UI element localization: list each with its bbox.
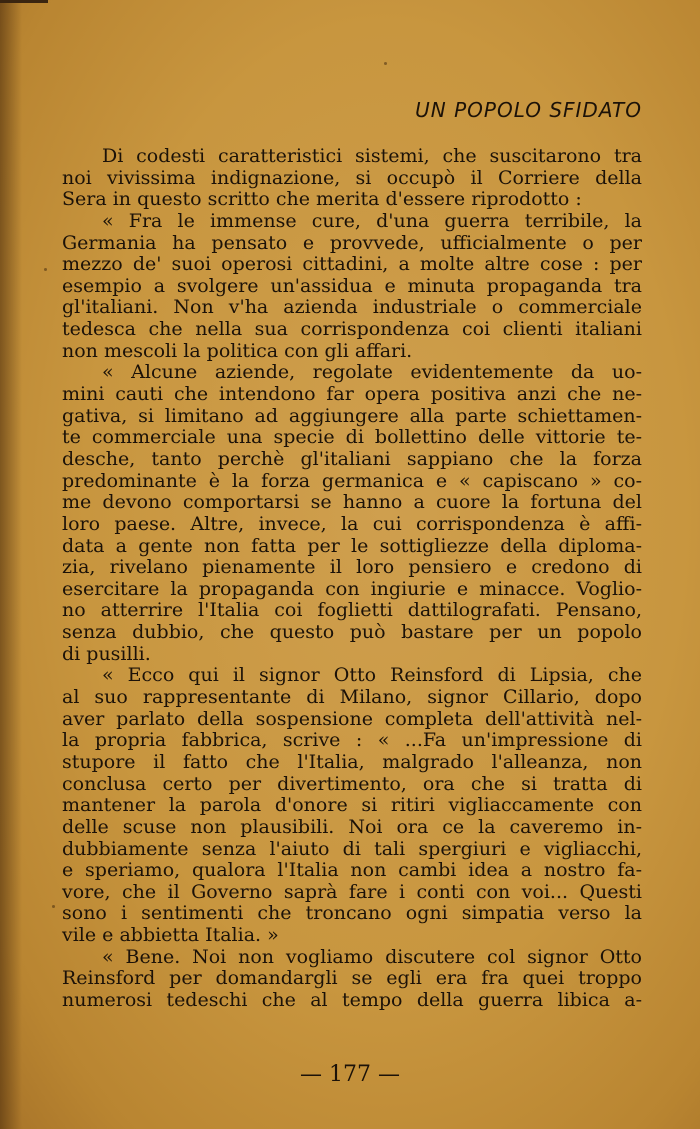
text-line: al suo rappresentante di Milano, signor Cillario, dopo xyxy=(62,686,642,709)
text-line: conclusa certo per divertimento, ora che si tratta di xyxy=(62,772,642,795)
text-line: predominante è la forza germanica e « capiscano » co- xyxy=(62,469,642,492)
text-line: « Alcune aziende, regolate evidentemente da uo- xyxy=(102,361,642,384)
paper-speck xyxy=(44,268,47,271)
text-line: stupore il fatto che l'Italia, malgrado l'alleanza, non xyxy=(62,750,642,773)
text-line: « Fra le immense cure, d'una guerra terribile, la xyxy=(102,209,642,232)
text-line: no atterrire l'Italia coi foglietti dattilografati. Pensano, xyxy=(62,599,642,622)
text-line: Di codesti caratteristici sistemi, che suscitarono tra xyxy=(102,145,642,167)
text-line: non mescoli la politica con gli affari. xyxy=(62,339,413,362)
running-head: UN POPOLO SFIDATO xyxy=(415,98,642,122)
page-number: — 177 — xyxy=(300,1062,400,1087)
paper-speck xyxy=(52,905,55,908)
text-line: vile e abbietta Italia. » xyxy=(62,924,279,947)
text-line: delle scuse non plausibili. Noi ora ce la caveremo in- xyxy=(62,815,642,838)
text-line: « Ecco qui il signor Otto Reinsford di Lipsia, che xyxy=(102,664,642,687)
text-line: esempio a svolgere un'assidua e minuta propaganda tra xyxy=(62,274,642,297)
body-text xyxy=(62,146,642,1012)
text-line: gativa, si limitano ad aggiungere alla parte schiettamen- xyxy=(62,404,642,427)
text-line: Germania ha pensato e provvede, ufficialmente o per xyxy=(62,231,642,254)
text-line: desche, tanto perchè gl'italiani sappiano che la forza xyxy=(62,447,642,470)
text-line: noi vivissima indignazione, si occupò il Corriere della xyxy=(62,166,642,189)
text-line: te commerciale una specie di bollettino delle vittorie te- xyxy=(62,426,642,449)
text-line: e speriamo, qualora l'Italia non cambi idea a nostro fa- xyxy=(62,859,642,882)
text-line: senza dubbio, che questo può bastare per un popolo xyxy=(62,621,642,644)
text-line: mini cauti che intendono far opera positiva anzi che ne- xyxy=(62,383,642,406)
text-line: dubbiamente senza l'aiuto di tali spergiuri e vigliacchi, xyxy=(62,837,642,860)
text-line: « Bene. Noi non vogliamo discutere col signor Otto xyxy=(102,945,642,968)
text-line: esercitare la propaganda con ingiurie e minacce. Voglio- xyxy=(62,577,642,600)
text-line: Sera in questo scritto che merita d'essere riprodotto : xyxy=(62,188,582,211)
text-line: la propria fabbrica, scrive : « ...Fa un'impressione di xyxy=(62,729,642,752)
text-line: loro paese. Altre, invece, la cui corrispondenza è affi- xyxy=(62,512,642,535)
text-line: numerosi tedeschi che al tempo della guerra libica a- xyxy=(62,988,642,1011)
text-line: di pusilli. xyxy=(62,642,151,665)
text-line: mantener la parola d'onore si ritiri vigliaccamente con xyxy=(62,794,642,817)
text-line: tedesca che nella sua corrispondenza coi clienti italiani xyxy=(62,318,642,341)
text-line: mezzo de' suoi operosi cittadini, a molte altre cose : per xyxy=(62,253,642,276)
text-line: gl'italiani. Non v'ha azienda industriale o commerciale xyxy=(62,296,642,319)
text-line: aver parlato della sospensione completa dell'attività nel- xyxy=(62,707,642,730)
text-line: zia, rivelano pienamente il loro pensiero e credono di xyxy=(62,556,642,579)
page-edge-mark xyxy=(0,0,48,3)
text-line: data a gente non fatta per le sottigliezze della diploma- xyxy=(62,534,642,557)
text-line: me devono comportarsi se hanno a cuore la fortuna del xyxy=(62,491,642,514)
text-line: Reinsford per domandargli se egli era fra quei troppo xyxy=(62,967,642,990)
text-line: vore, che il Governo saprà fare i conti con voi... Questi xyxy=(62,880,642,903)
paper-speck xyxy=(384,62,387,65)
text-line: sono i sentimenti che troncano ogni simpatia verso la xyxy=(62,902,642,925)
binding-shadow xyxy=(0,0,22,1129)
